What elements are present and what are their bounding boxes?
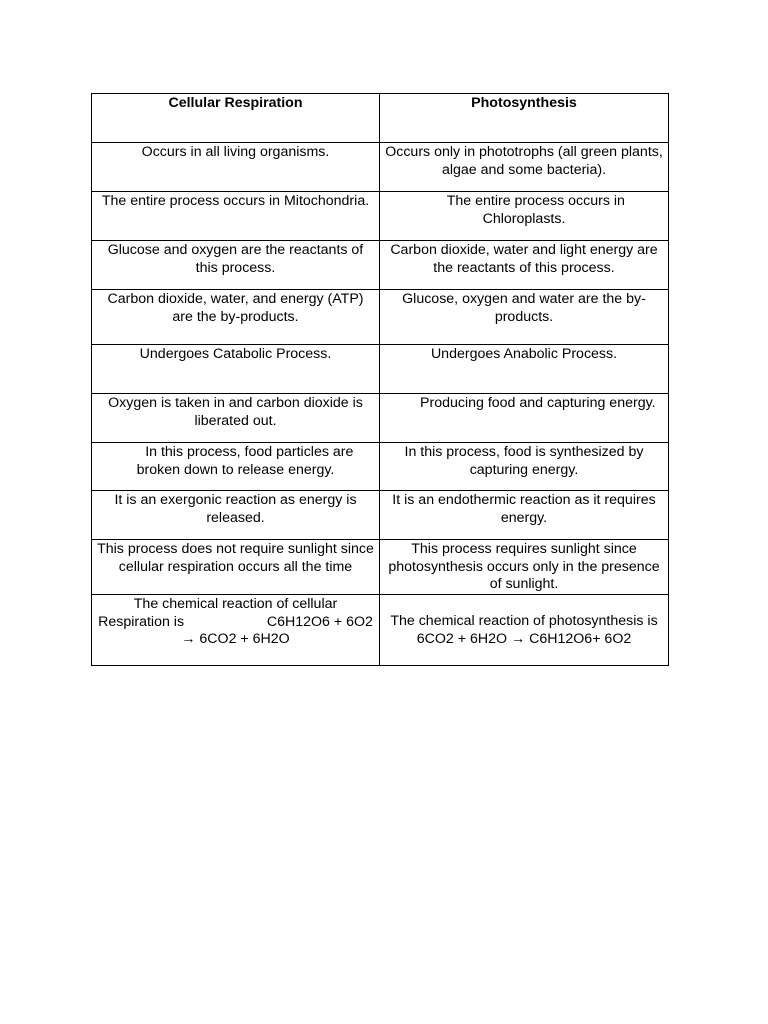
cell-photosynthesis: Carbon dioxide, water and light energy are the reactants of this process. xyxy=(380,241,669,290)
cell-respiration: It is an exergonic reaction as energy is released. xyxy=(92,491,380,540)
cell-respiration: Glucose and oxygen are the reactants of this process. xyxy=(92,241,380,290)
cell-photosynthesis: Producing food and capturing energy. xyxy=(380,394,669,443)
cell-photosynthesis: This process requires sunlight since photosynthesis occurs only in the presence of sunlight. xyxy=(380,540,669,595)
cell-photosynthesis: The chemical reaction of photosynthesis is 6CO2 + 6H2O → C6H12O6+ 6O2 xyxy=(380,595,669,666)
table-row xyxy=(92,540,669,595)
comparison-table xyxy=(91,93,721,666)
cell-photosynthesis: Glucose, oxygen and water are the by-products. xyxy=(380,290,669,345)
table-row xyxy=(92,192,669,241)
cell-photosynthesis: The entire process occurs in Chloroplasts. xyxy=(380,192,669,241)
cell-respiration: The entire process occurs in Mitochondria. xyxy=(92,192,380,241)
header-cellular-respiration: Cellular Respiration xyxy=(92,94,380,143)
cell-respiration: In this process, food particles are broken down to release energy. xyxy=(92,443,380,491)
table-row xyxy=(92,241,669,290)
cell-photosynthesis: It is an endothermic reaction as it requires energy. xyxy=(380,491,669,540)
cell-photosynthesis: In this process, food is synthesized by capturing energy. xyxy=(380,443,669,491)
table-row xyxy=(92,345,669,394)
table-row xyxy=(92,491,669,540)
cell-photosynthesis: Undergoes Anabolic Process. xyxy=(380,345,669,394)
table-row xyxy=(92,394,669,443)
cell-respiration: Oxygen is taken in and carbon dioxide is liberated out. xyxy=(92,394,380,443)
cell-respiration: Undergoes Catabolic Process. xyxy=(92,345,380,394)
cell-respiration: Carbon dioxide, water, and energy (ATP) are the by-products. xyxy=(92,290,380,345)
cell-respiration: This process does not require sunlight since cellular respiration occurs all the time xyxy=(92,540,380,595)
table-row xyxy=(92,443,669,491)
cell-respiration: The chemical reaction of cellular Respiration is C6H12O6 + 6O2 → 6CO2 + 6H2O xyxy=(92,595,380,666)
table-row xyxy=(92,595,669,666)
table-row xyxy=(92,143,669,192)
cell-photosynthesis: Occurs only in phototrophs (all green plants, algae and some bacteria). xyxy=(380,143,669,192)
table-row xyxy=(92,290,669,345)
cell-respiration: Occurs in all living organisms. xyxy=(92,143,380,192)
header-row xyxy=(92,94,669,143)
header-photosynthesis: Photosynthesis xyxy=(380,94,669,143)
